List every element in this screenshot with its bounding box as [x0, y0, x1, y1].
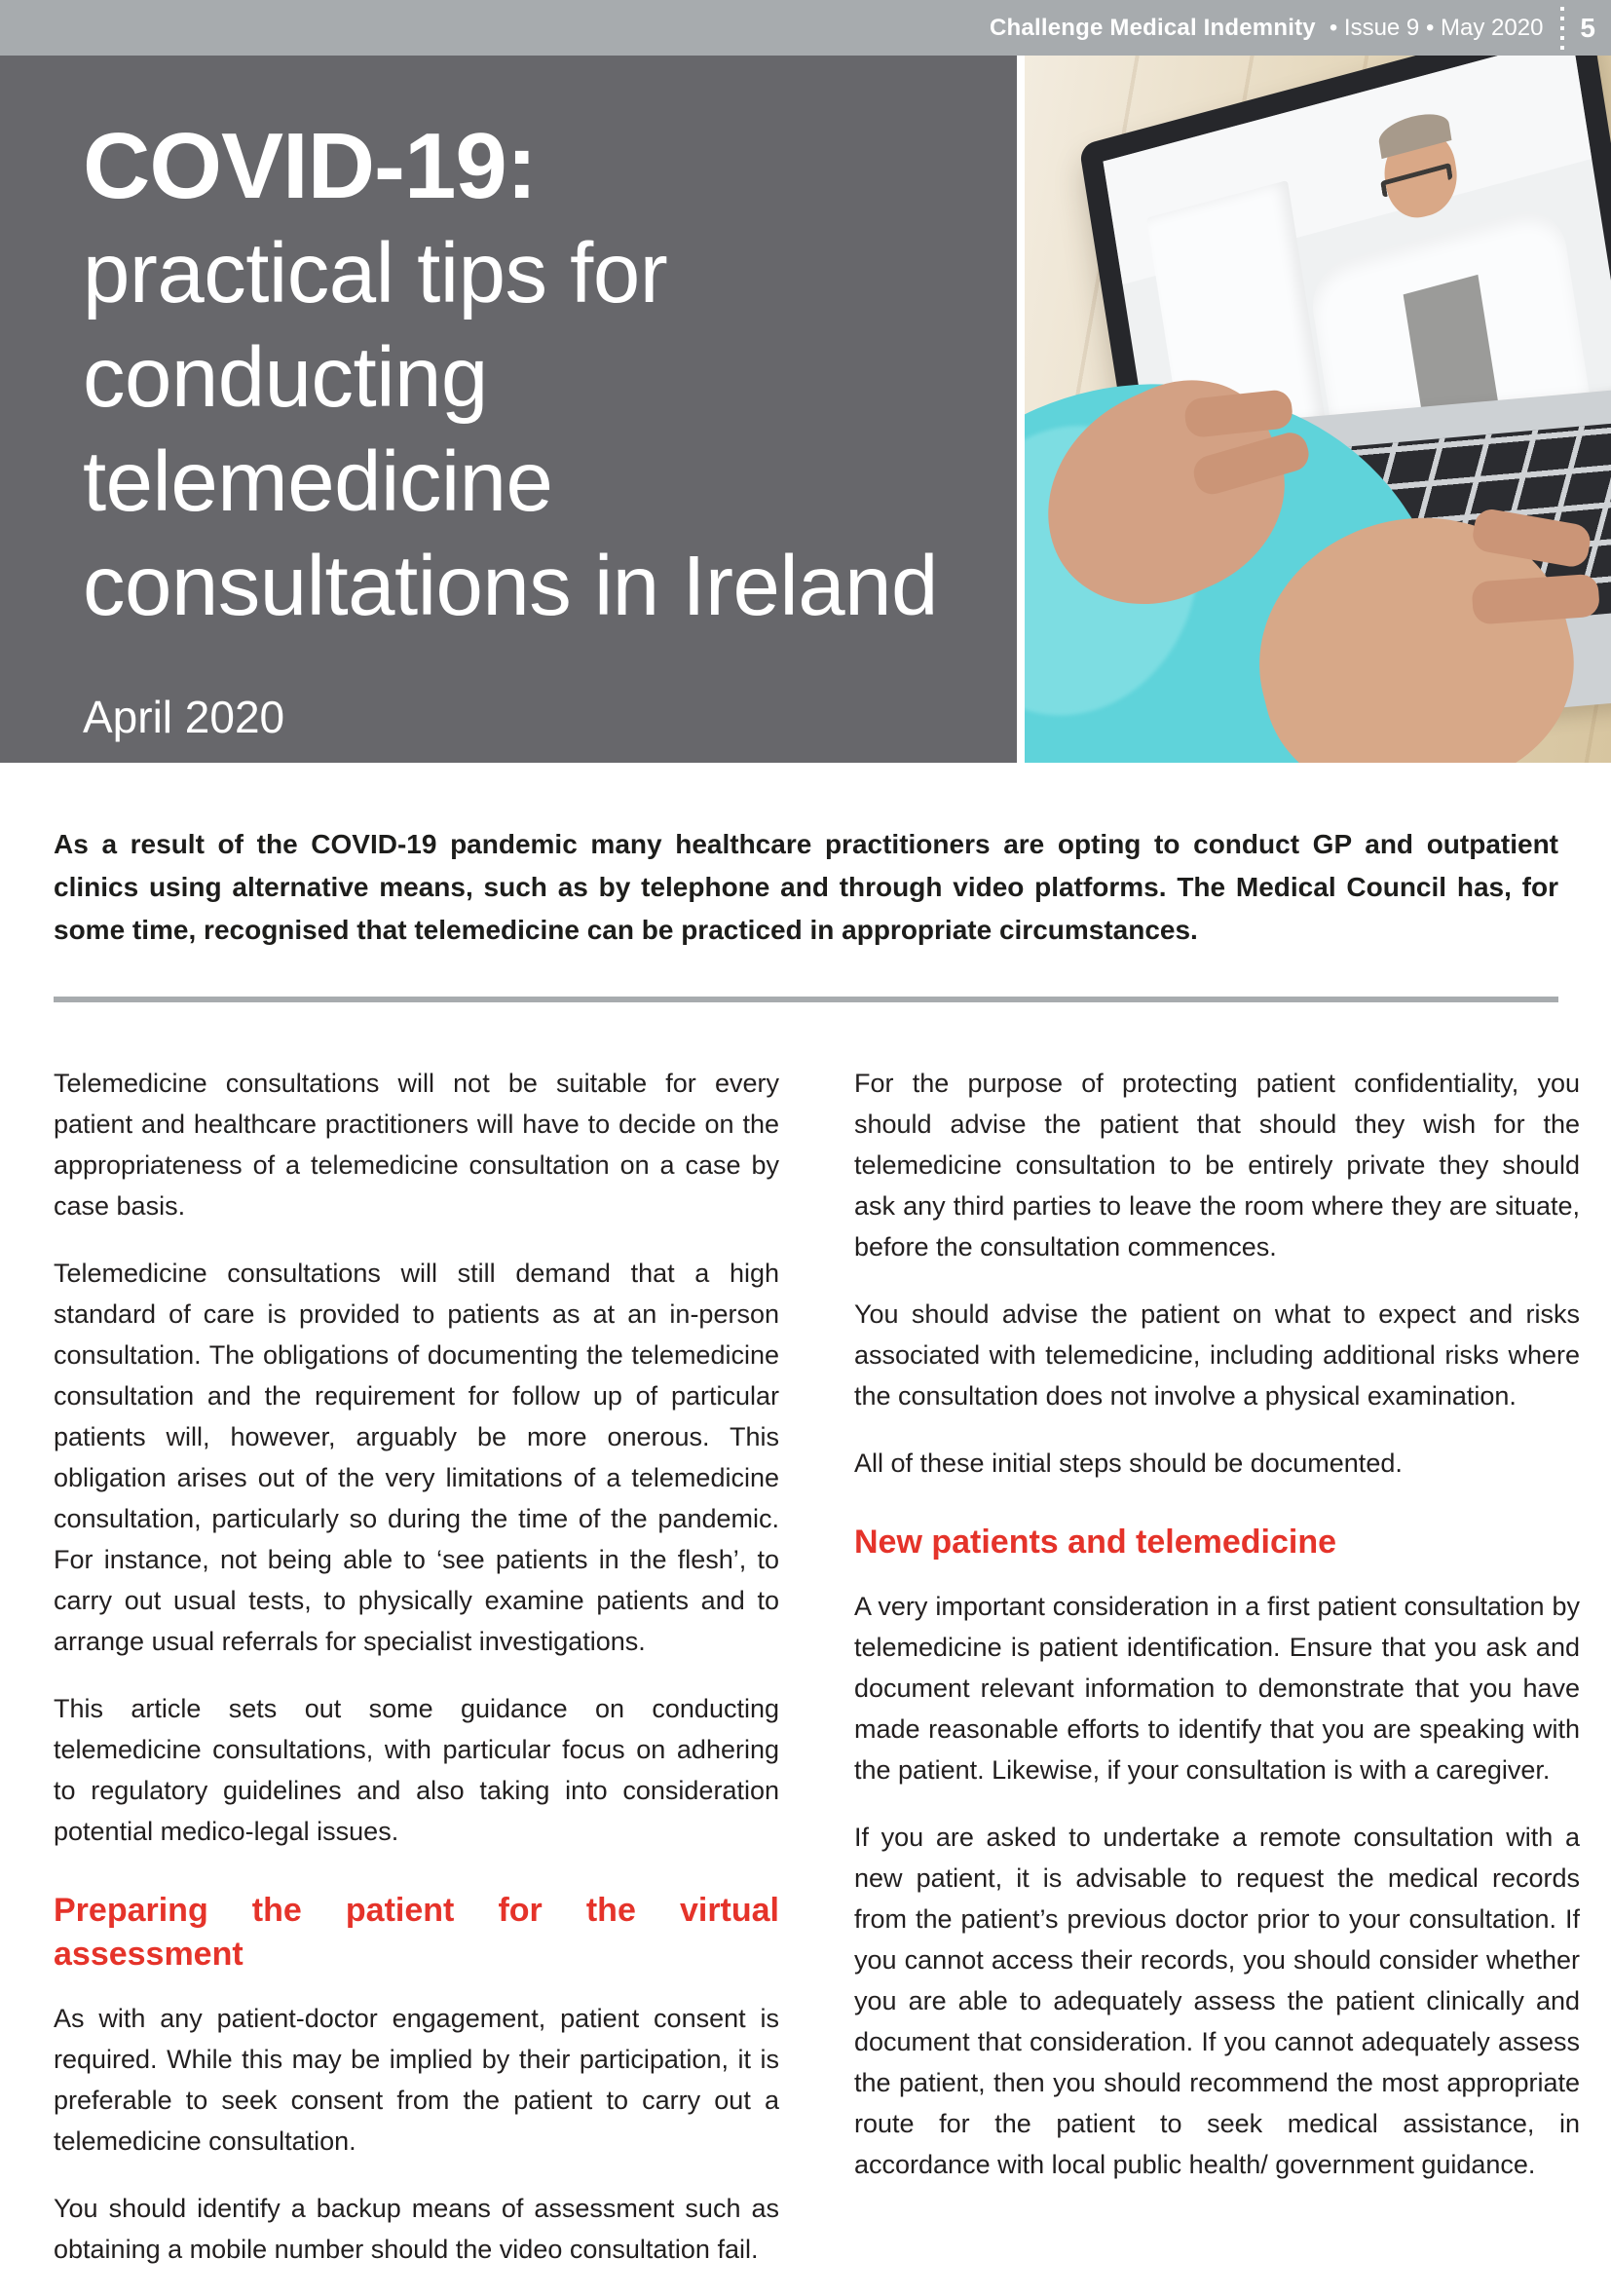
article-byline: – by Joanne O’Sullivan and Shanna Dunne, Kennedys Law: [83, 800, 815, 829]
article-title-covid: COVID-19:: [83, 114, 537, 218]
left-column: [54, 1063, 779, 2296]
paragraph: You should advise the patient on what to expect and risks associated with telemedicine, including additional risks where the consultation does not involve a physical examination.: [854, 1299, 1580, 1411]
paragraph: For the purpose of protecting patient confidentiality, you should advise the patient that should they wish for the telemedicine consultation to be entirely private they should ask any third parties to leave the room where they are situate, before the consultation commences.: [854, 1069, 1580, 1261]
article-body: [54, 1063, 1580, 2296]
hero-gap: [1017, 56, 1025, 763]
section-heading-new-patients: New patients and telemedicine: [854, 1524, 1337, 1561]
paragraph: A very important consideration in a first patient consultation by telemedicine is patient identification. Ensure that you ask and document relevant information to demonstrate that you have made reasonable efforts to identify that you are speaking with the patient. Likewise, if your consultation is with a caregiver.: [854, 1592, 1580, 1785]
paragraph: This article sets out some guidance on conducting telemedicine consultations, with particular focus on adhering to regulatory guidelines and also taking into consideration potential medico-legal issues.: [54, 1694, 779, 1846]
paragraph: Telemedicine consultations will not be suitable for every patient and healthcare practitioners will have to decide on the appropriateness of a telemedicine consultation on a case by case basis.: [54, 1069, 779, 1221]
masthead: [0, 0, 1611, 56]
dotted-divider: [1560, 7, 1564, 50]
article-title-line-3: consultations in Ireland: [83, 539, 938, 633]
section-divider: [54, 997, 1558, 1002]
right-column: [854, 1063, 1580, 2296]
paragraph: As with any patient-doctor engagement, patient consent is required. While this may be implied by their participation, it is preferable to seek consent from the patient to carry out a telemedicine consultation.: [54, 2004, 779, 2156]
article-date: April 2020: [83, 692, 285, 742]
section-heading-preparing-patient: Preparing the patient for the virtual assessment: [54, 1892, 779, 1973]
hero-photo: [1025, 56, 1611, 763]
hero-header: [0, 56, 1611, 829]
article-title-line-2: conducting telemedicine: [83, 330, 553, 529]
hero-text-block: [0, 56, 1017, 829]
intro-paragraph: As a result of the COVID-19 pandemic many healthcare practitioners are opting to conduct GP and outpatient clinics using alternative means, such as by telephone and through video platforms. The Medical Council has, for some time, recognised that telemedicine can be practiced in appropriate circumstances.: [54, 829, 1558, 945]
paragraph: All of these initial steps should be documented.: [854, 1449, 1403, 1478]
paragraph: Telemedicine consultations will still demand that a high standard of care is provided to patients as at an in-person consultation. The obligations of documenting the telemedicine consultation and the requirement for follow up of particular patients will, however, arguably be more onerous. This obligation arises out of the very limitations of a telemedicine consultation, particularly so during the time of the pandemic. For instance, not being able to ‘see patients in the flesh’, to carry out usual tests, to physically examine patients and to arrange usual referrals for specialist investigations.: [54, 1259, 779, 1656]
finger: [1471, 574, 1600, 625]
page-number: 5: [1580, 12, 1595, 43]
publication-title: Challenge Medical Indemnity: [990, 14, 1316, 41]
article-title-line-1: practical tips for: [83, 226, 668, 320]
paragraph: You should identify a backup means of assessment such as obtaining a mobile number should the video consultation fail.: [54, 2194, 779, 2264]
paragraph: If you are asked to undertake a remote consultation with a new patient, it is advisable to request the medical records from the patient’s previous doctor prior to your consultation. If you cannot access their records, you should consider whether you are able to adequately assess the patient clinically and document that consideration. If you cannot adequately assess the patient, then you should recommend the most appropriate route for the patient to seek medical assistance, in accordance with local public health/ government guidance.: [854, 1823, 1580, 2179]
issue-date: • Issue 9 • May 2020: [1329, 14, 1544, 41]
